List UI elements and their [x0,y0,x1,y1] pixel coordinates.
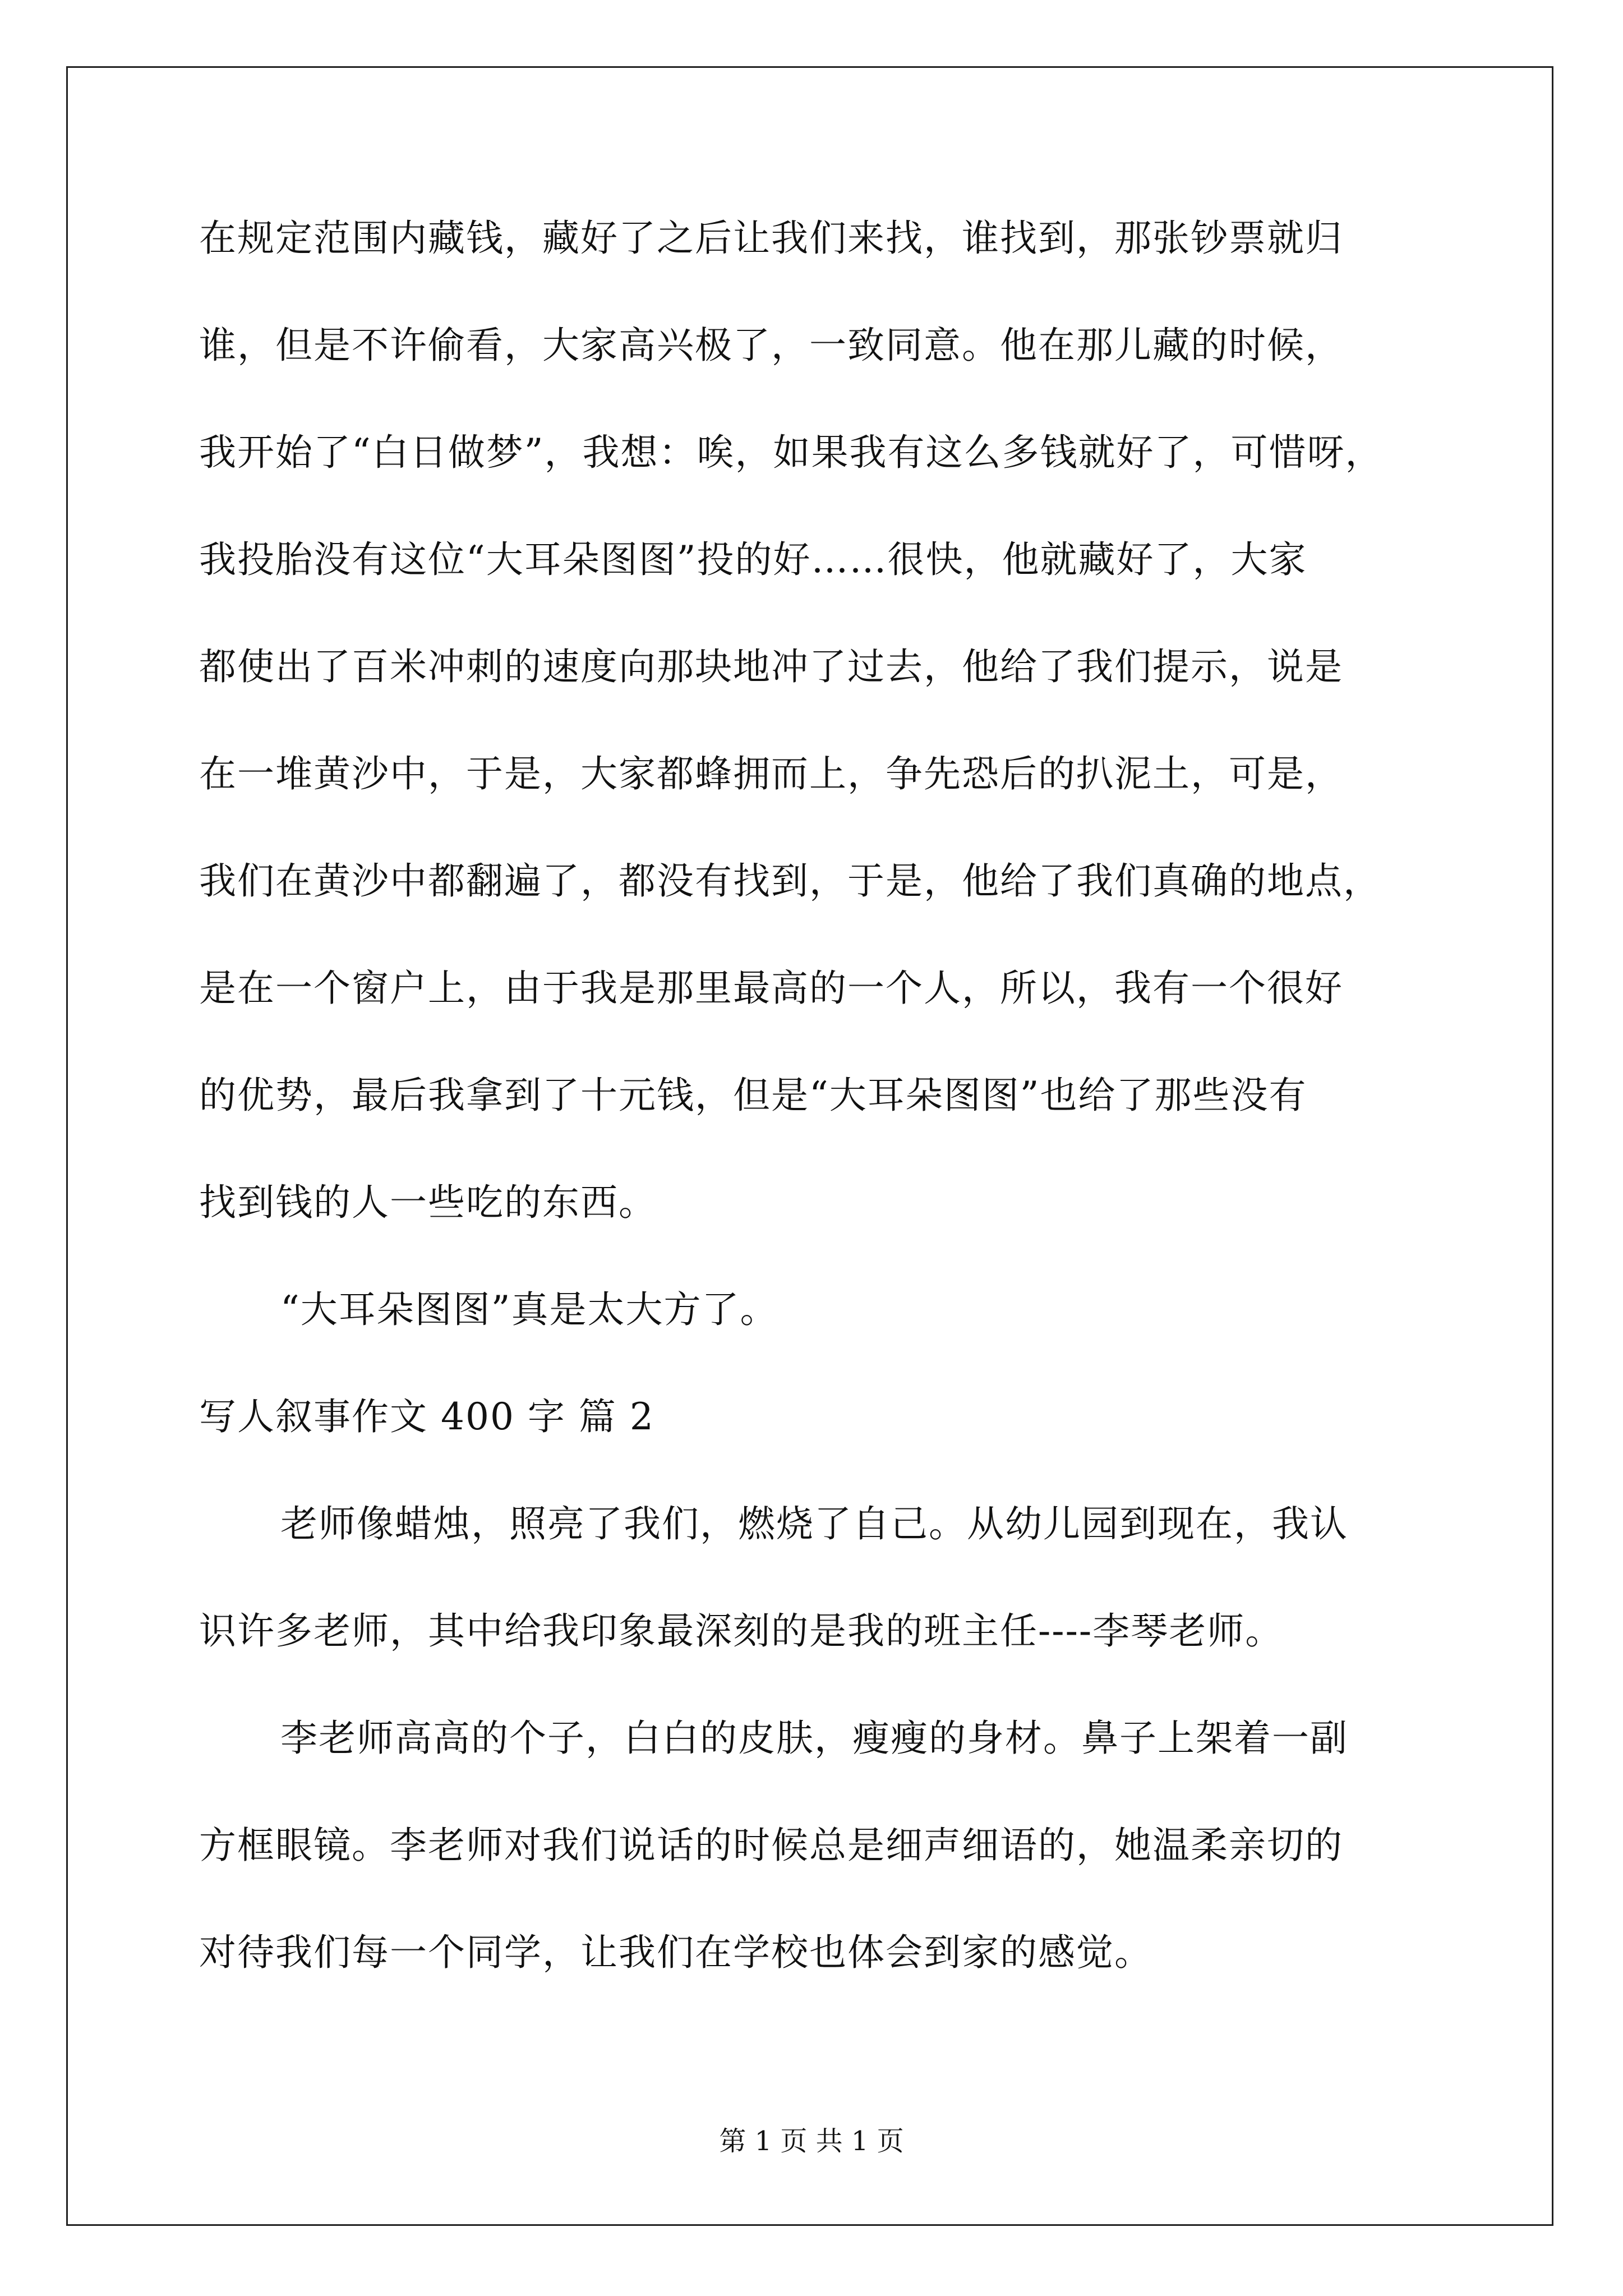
paragraph-line: 对待我们每一个同学，让我们在学校也体会到家的感觉。 [199,1931,1152,1974]
paragraph-line: 方框眼镜。李老师对我们说话的时候总是细声细语的，她温柔亲切的 [199,1824,1343,1867]
paragraph-line: 在一堆黄沙中，于是，大家都蜂拥而上，争先恐后的扒泥土，可是， [199,752,1343,795]
paragraph-line: 的优势，最后我拿到了十元钱，但是“大耳朵图图”也给了那些没有 [199,1074,1307,1117]
paragraph-line: 是在一个窗户上，由于我是那里最高的一个人，所以，我有一个很好 [199,967,1343,1010]
paragraph-line: 找到钱的人一些吃的东西。 [199,1181,657,1224]
paragraph-line: 谁，但是不许偷看，大家高兴极了，一致同意。他在那儿藏的时候， [199,324,1343,367]
paragraph-line: 识许多老师，其中给我印象最深刻的是我的班主任----李琴老师。 [199,1609,1284,1653]
paragraph-line: 我开始了“白日做梦”，我想：唉，如果我有这么多钱就好了，可惜呀， [199,431,1384,474]
paragraph-line: 我投胎没有这位“大耳朵图图”投的好……很快，他就藏好了，大家 [199,538,1307,581]
paragraph-line: 老师像蜡烛，照亮了我们，燃烧了自己。从幼儿园到现在，我认 [280,1502,1348,1545]
paragraph-line: 在规定范围内藏钱，藏好了之后让我们来找，谁找到，那张钞票就归 [199,217,1343,260]
section-heading: 写人叙事作文 400 字 篇 2 [199,1395,654,1438]
page-footer: 第 1 页 共 1 页 [719,2125,904,2157]
paragraph-line: 我们在黄沙中都翻遍了，都没有找到，于是，他给了我们真确的地点， [199,859,1381,903]
paragraph-line: 都使出了百米冲刺的速度向那块地冲了过去，他给了我们提示，说是 [199,645,1343,688]
page-border [66,66,1553,2226]
paragraph-line: “大耳朵图图”真是太大方了。 [280,1288,778,1331]
paragraph-line: 李老师高高的个子，白白的皮肤，瘦瘦的身材。鼻子上架着一副 [280,1717,1348,1760]
